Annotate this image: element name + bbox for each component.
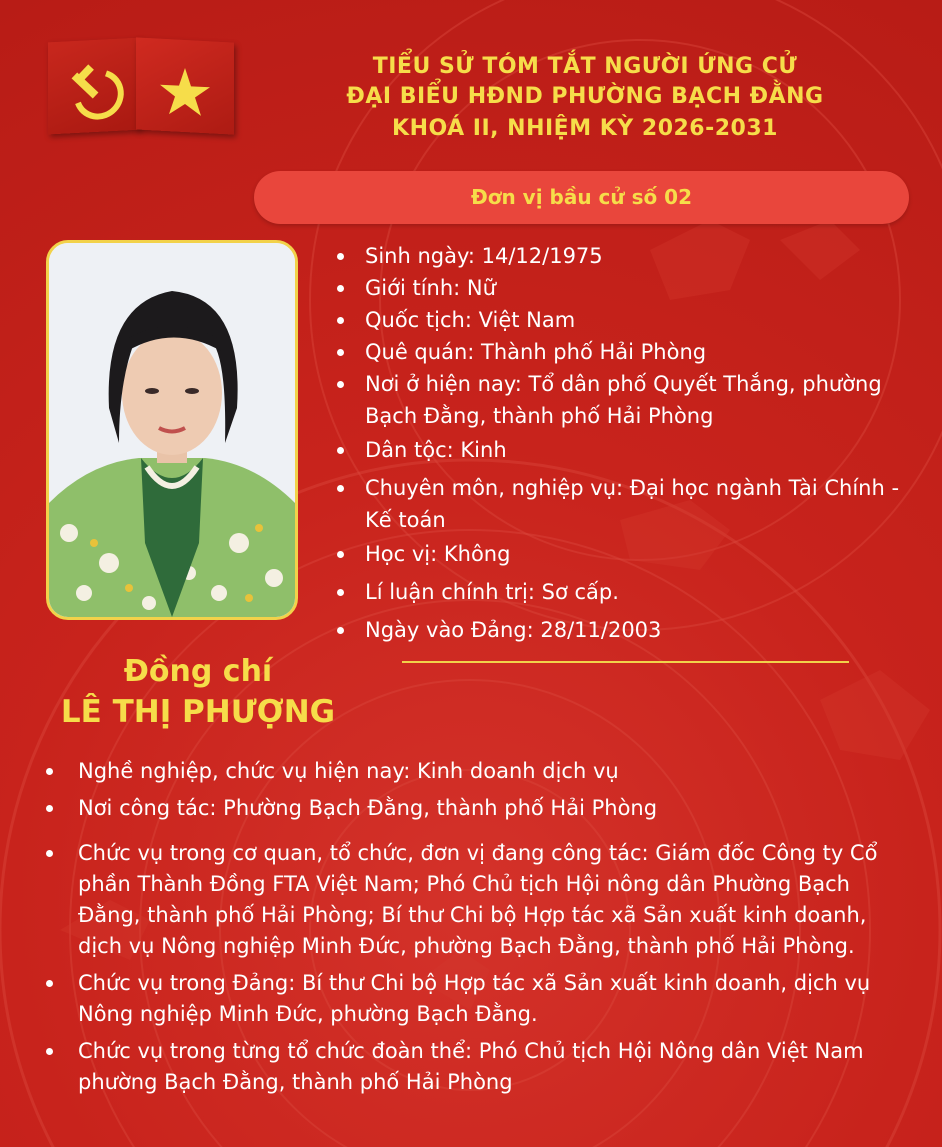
bullet <box>337 381 344 388</box>
party-flag <box>48 38 140 135</box>
info-item-nationality <box>333 304 913 336</box>
star-icon <box>136 37 234 134</box>
electoral-unit-label: Đơn vị bầu cử số 02 <box>470 185 693 209</box>
basic-info-list <box>333 240 913 646</box>
bullet <box>337 349 344 356</box>
detail-text: Nghề nghiệp, chức vụ hiện nay: Kinh doanh dịch vụ <box>78 759 619 783</box>
bullet <box>337 447 344 454</box>
info-item-political-theory <box>333 576 913 608</box>
electoral-unit-banner <box>254 171 909 224</box>
national-flag <box>136 37 234 134</box>
info-text: Ngày vào Đảng: 28/11/2003 <box>365 618 662 642</box>
info-text: Dân tộc: Kinh <box>365 438 507 462</box>
info-item-party-date <box>333 614 913 646</box>
info-item-hometown <box>333 336 913 368</box>
detail-workplace <box>44 793 914 824</box>
detail-text: Chức vụ trong cơ quan, tổ chức, đơn vị đang công tác: Giám đốc Công ty Cổ phần Thành Đồng FTA Việt Nam; Phó Chủ tịch Hội nông dân Phường Bạch Đằng, thành phố Hải Phòng; Bí thư Chi bộ Hợp tác xã Sản xuất kinh doanh, dịch vụ Nông nghiệp Minh Đức, phường Bạch Đằng, thành phố Hải Phòng. <box>78 841 878 958</box>
detail-party-position <box>44 968 914 1030</box>
candidate-photo <box>46 240 298 620</box>
info-item-degree <box>333 538 913 570</box>
detail-text: Chức vụ trong từng tổ chức đoàn thể: Phó Chủ tịch Hội Nông dân Việt Nam phường Bạch Đằng, thành phố Hải Phòng <box>78 1039 864 1094</box>
header-line-3: KHOÁ II, NHIỆM KỲ 2026-2031 <box>392 116 778 141</box>
flags <box>48 40 238 135</box>
info-item-gender <box>333 272 913 304</box>
info-item-specialty <box>333 472 913 536</box>
bullet <box>46 805 53 812</box>
detail-mass-org-position <box>44 1036 914 1098</box>
info-text: Giới tính: Nữ <box>365 276 496 300</box>
divider-line <box>402 661 849 663</box>
bullet <box>337 551 344 558</box>
bullet <box>46 850 53 857</box>
info-item-ethnicity <box>333 434 913 466</box>
info-text: Nơi ở hiện nay: Tổ dân phố Quyết Thắng, phường Bạch Đằng, thành phố Hải Phòng <box>365 372 882 428</box>
info-text: Học vị: Không <box>365 542 511 566</box>
details-list <box>44 756 914 1104</box>
info-item-residence <box>333 368 913 432</box>
info-text: Quốc tịch: Việt Nam <box>365 308 576 332</box>
bullet <box>337 485 344 492</box>
bullet <box>337 253 344 260</box>
header-line-1: TIỂU SỬ TÓM TẮT NGƯỜI ỨNG CỬ <box>372 54 798 79</box>
bullet <box>337 627 344 634</box>
hammer-sickle-icon <box>48 38 140 135</box>
header-line-2: ĐẠI BIỂU HĐND PHƯỜNG BẠCH ĐẰNG <box>346 84 824 109</box>
info-text: Sinh ngày: 14/12/1975 <box>365 244 603 268</box>
detail-text: Nơi công tác: Phường Bạch Đằng, thành phố Hải Phòng <box>78 796 658 820</box>
bullet <box>337 589 344 596</box>
bullet <box>46 768 53 775</box>
detail-occupation <box>44 756 914 787</box>
detail-text: Chức vụ trong Đảng: Bí thư Chi bộ Hợp tác xã Sản xuất kinh doanh, dịch vụ Nông nghiệp Minh Đức, phường Bạch Đằng. <box>78 971 871 1026</box>
detail-positions <box>44 838 914 962</box>
info-item-birth <box>333 240 913 272</box>
bullet <box>337 285 344 292</box>
bullet <box>337 317 344 324</box>
bullet <box>46 1048 53 1055</box>
info-text: Quê quán: Thành phố Hải Phòng <box>365 340 707 364</box>
candidate-title: Đồng chí <box>123 654 273 689</box>
info-text: Lí luận chính trị: Sơ cấp. <box>365 580 619 604</box>
info-text: Chuyên môn, nghiệp vụ: Đại học ngành Tài Chính - Kế toán <box>365 476 900 532</box>
candidate-name: LÊ THỊ PHƯỢNG <box>60 694 336 730</box>
bullet <box>46 980 53 987</box>
